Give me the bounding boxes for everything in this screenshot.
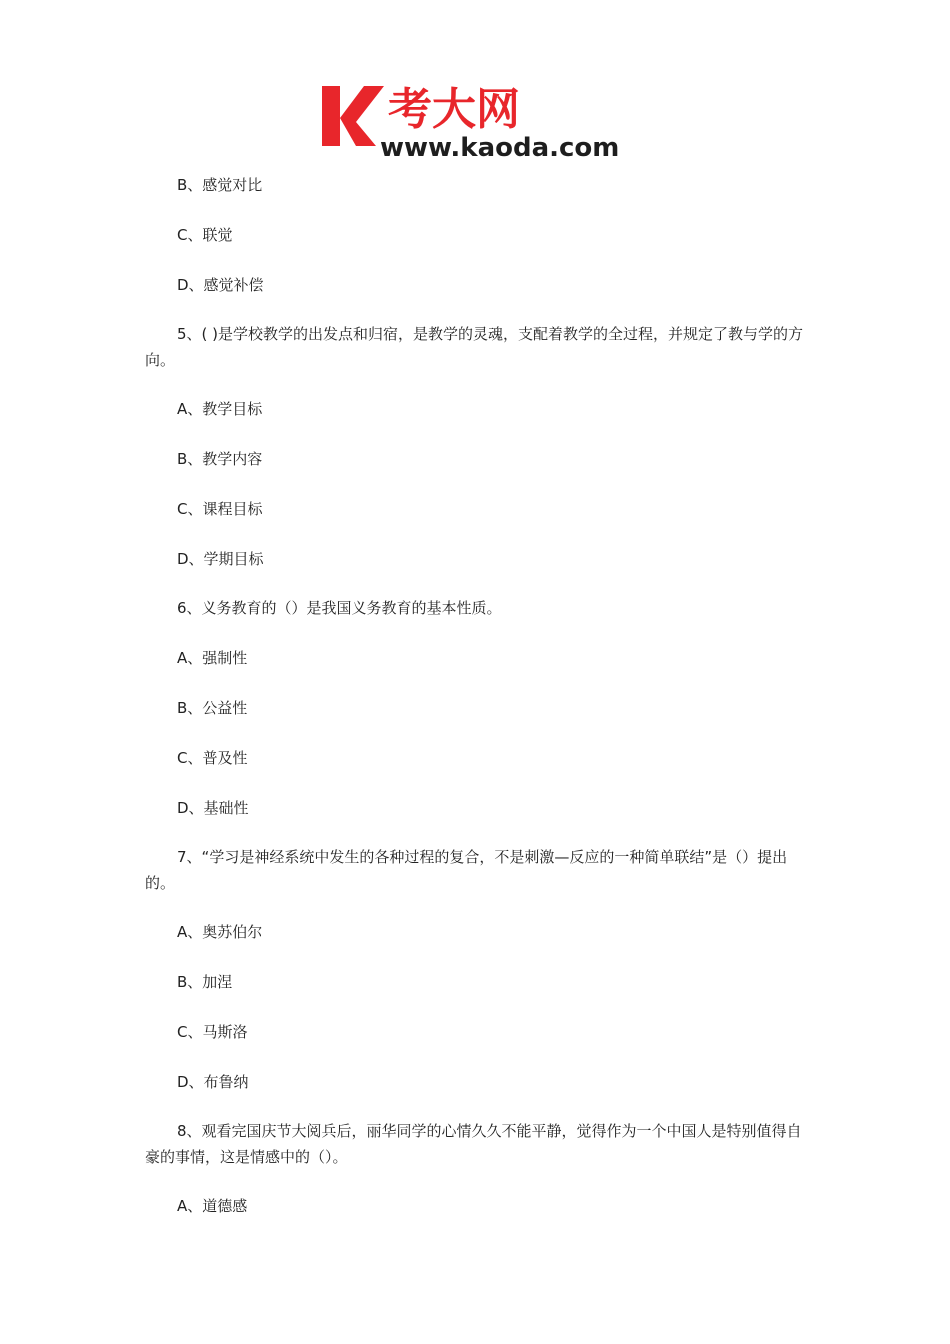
answer-option: C、马斯洛: [177, 1023, 248, 1041]
answer-option: C、课程目标: [177, 500, 263, 518]
answer-option: A、教学目标: [177, 400, 263, 418]
question-text: 5、( )是学校教学的出发点和归宿，是教学的灵魂，支配着教学的全过程，并规定了教与学的方向。: [145, 325, 804, 369]
answer-option: C、普及性: [177, 749, 248, 767]
answer-option: A、道德感: [177, 1197, 248, 1215]
kaoda-logo: [318, 80, 638, 160]
question-text: 7、“学习是神经系统中发生的各种过程的复合，不是刺激—反应的一种简单联结”是（）提出的。: [145, 848, 788, 892]
answer-option: B、加涅: [177, 973, 233, 991]
question-text: 8、观看完国庆节大阅兵后，丽华同学的心情久久不能平静，觉得作为一个中国人是特别值得自豪的事情，这是情感中的（）。: [145, 1122, 802, 1166]
answer-option: A、奥苏伯尔: [177, 923, 263, 941]
answer-option: D、学期目标: [177, 550, 264, 568]
logo-brand-text: 考大网: [388, 84, 520, 135]
answer-option: C、联觉: [177, 226, 233, 244]
answer-option: A、强制性: [177, 649, 248, 667]
question-text: 6、义务教育的（）是我国义务教育的基本性质。: [177, 599, 502, 617]
answer-option: B、感觉对比: [177, 176, 263, 194]
answer-option: D、感觉补偿: [177, 276, 264, 294]
logo-url-text: www.kaoda.com: [380, 133, 620, 160]
answer-option: D、基础性: [177, 799, 249, 817]
answer-option: B、公益性: [177, 699, 248, 717]
kaoda-logo-graphic: [318, 80, 638, 160]
answer-option: D、布鲁纳: [177, 1073, 249, 1091]
answer-option: B、教学内容: [177, 450, 263, 468]
